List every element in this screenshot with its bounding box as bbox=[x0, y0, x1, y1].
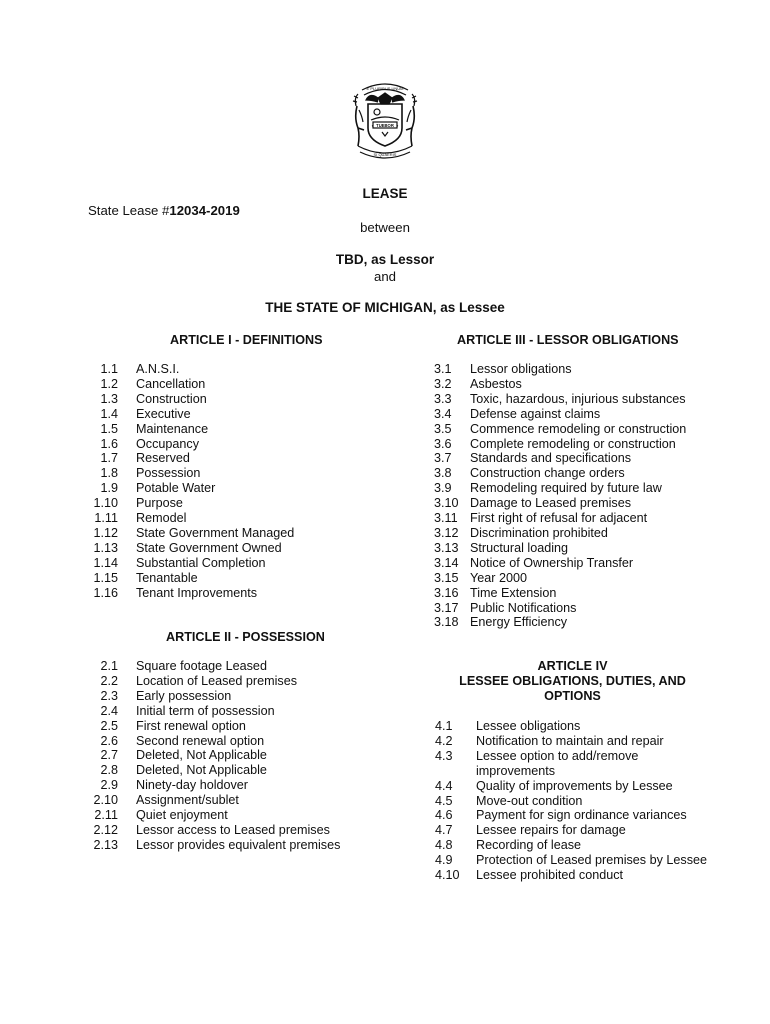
list-item bbox=[435, 794, 716, 809]
list-item bbox=[88, 838, 340, 853]
item-number: 1.16 bbox=[93, 585, 118, 600]
list-item bbox=[434, 571, 686, 586]
list-item bbox=[88, 481, 294, 496]
item-number: 3.16 bbox=[434, 585, 459, 600]
item-text: First right of refusal for adjacent bbox=[470, 511, 648, 526]
list-item bbox=[434, 466, 686, 481]
list-item bbox=[88, 362, 294, 377]
list-item bbox=[88, 451, 294, 466]
list-item bbox=[435, 868, 716, 883]
list-item bbox=[434, 541, 686, 556]
item-text: State Government Owned bbox=[136, 540, 282, 555]
list-item bbox=[88, 496, 294, 511]
list-item bbox=[88, 659, 340, 674]
item-text: Defense against claims bbox=[470, 406, 601, 421]
state-lease-id: 12034-2019 bbox=[169, 203, 240, 218]
item-number: 4.10 bbox=[435, 868, 460, 883]
list-item bbox=[434, 615, 686, 630]
item-number: 1.6 bbox=[100, 436, 118, 451]
item-text: Second renewal option bbox=[136, 733, 265, 748]
item-number: 4.6 bbox=[435, 808, 453, 823]
item-number: 2.4 bbox=[100, 703, 118, 718]
list-item bbox=[88, 392, 294, 407]
item-text: Deleted, Not Applicable bbox=[136, 748, 267, 763]
seal-banner-bottom: SI QUAERIS bbox=[373, 152, 397, 157]
item-number: 3.2 bbox=[434, 376, 452, 391]
item-number: 2.11 bbox=[94, 808, 118, 823]
item-text: Lessee repairs for damage bbox=[476, 823, 626, 838]
item-text: Tenantable bbox=[136, 570, 198, 585]
item-number: 3.1 bbox=[434, 362, 452, 376]
item-number: 2.12 bbox=[93, 822, 118, 837]
item-text: Construction bbox=[136, 391, 207, 406]
item-text: Discrimination prohibited bbox=[470, 525, 608, 540]
item-text: Substantial Completion bbox=[136, 555, 266, 570]
item-number: 1.7 bbox=[100, 451, 118, 466]
list-item bbox=[88, 748, 340, 763]
item-text: Potable Water bbox=[136, 481, 216, 496]
item-number: 3.13 bbox=[434, 540, 459, 555]
list-item bbox=[435, 808, 716, 823]
item-text: Energy Efficiency bbox=[470, 615, 568, 630]
item-number: 1.14 bbox=[93, 555, 118, 570]
item-number: 3.15 bbox=[434, 570, 459, 585]
item-text: Ninety-day holdover bbox=[136, 778, 249, 793]
item-text: Recording of lease bbox=[476, 838, 582, 853]
list-item bbox=[434, 556, 686, 571]
list-item bbox=[88, 377, 294, 392]
item-text: Occupancy bbox=[136, 436, 199, 451]
article-3-heading: ARTICLE III - LESSOR OBLIGATIONS bbox=[457, 333, 679, 347]
list-item bbox=[435, 853, 716, 868]
item-number: 4.8 bbox=[435, 838, 453, 853]
item-text: Lessor provides equivalent premises bbox=[136, 837, 341, 852]
list-item bbox=[434, 511, 686, 526]
list-item bbox=[88, 689, 340, 704]
item-text: Time Extension bbox=[470, 585, 557, 600]
list-item bbox=[435, 719, 716, 734]
item-text: Move-out condition bbox=[476, 793, 583, 808]
item-number: 3.4 bbox=[434, 406, 452, 421]
list-item bbox=[88, 407, 294, 422]
item-number: 4.7 bbox=[435, 823, 453, 838]
item-number: 3.14 bbox=[434, 555, 459, 570]
item-number: 1.11 bbox=[94, 511, 118, 526]
list-item bbox=[435, 734, 716, 749]
list-item bbox=[88, 422, 294, 437]
list-item bbox=[88, 556, 294, 571]
item-number: 3.5 bbox=[434, 421, 452, 436]
item-text: Cancellation bbox=[136, 376, 206, 391]
item-number: 4.9 bbox=[435, 853, 453, 868]
item-text: Remodel bbox=[136, 511, 187, 526]
item-number: 2.9 bbox=[100, 778, 118, 793]
list-item bbox=[434, 586, 686, 601]
item-text: Purpose bbox=[136, 496, 183, 511]
list-item bbox=[435, 779, 716, 794]
and-text: and bbox=[373, 269, 396, 284]
article-2-list bbox=[88, 659, 340, 853]
item-number: 3.9 bbox=[434, 481, 452, 496]
item-text: Payment for sign ordinance variances bbox=[476, 808, 687, 823]
item-text: Lessor obligations bbox=[470, 362, 572, 376]
item-text: Notice of Ownership Transfer bbox=[470, 555, 634, 570]
item-text: Executive bbox=[136, 406, 191, 421]
list-item bbox=[88, 778, 340, 793]
item-text: Protection of Leased premises by Lessee bbox=[476, 853, 708, 868]
list-item bbox=[88, 823, 340, 838]
article-4-heading-line-1: ARTICLE IV bbox=[537, 659, 608, 673]
item-number: 3.8 bbox=[434, 466, 452, 481]
item-text: Tenant Improvements bbox=[136, 585, 258, 600]
item-number: 2.7 bbox=[100, 748, 118, 763]
article-4-heading-line-3: OPTIONS bbox=[544, 688, 601, 703]
item-text: Quality of improvements by Lessee bbox=[476, 778, 673, 793]
list-item bbox=[88, 526, 294, 541]
list-item bbox=[435, 823, 716, 838]
item-number: 3.7 bbox=[434, 451, 452, 466]
list-item bbox=[88, 541, 294, 556]
item-number: 1.1 bbox=[100, 362, 118, 376]
item-number: 3.12 bbox=[434, 525, 459, 540]
list-item bbox=[88, 571, 294, 586]
item-text: Structural loading bbox=[470, 540, 569, 555]
list-item bbox=[88, 793, 340, 808]
list-item bbox=[434, 422, 686, 437]
state-lease-number bbox=[88, 204, 240, 219]
item-text: Lessee prohibited conduct bbox=[476, 868, 624, 883]
item-number: 2.10 bbox=[93, 793, 118, 808]
item-text: Public Notifications bbox=[470, 600, 577, 615]
item-text: Standards and specifications bbox=[470, 451, 632, 466]
item-text: Toxic, hazardous, injurious substances bbox=[470, 391, 686, 406]
item-number: 2.8 bbox=[100, 763, 118, 778]
list-item bbox=[435, 838, 716, 853]
seal-shield-text: TUEBOR bbox=[376, 123, 394, 128]
list-item bbox=[434, 437, 686, 452]
item-text: Construction change orders bbox=[470, 466, 625, 481]
article-1-heading: ARTICLE I - DEFINITIONS bbox=[170, 333, 323, 347]
list-item bbox=[88, 763, 340, 778]
article-4-heading bbox=[440, 659, 705, 704]
item-text: Commence remodeling or construction bbox=[470, 421, 687, 436]
item-number: 1.13 bbox=[93, 540, 118, 555]
list-item bbox=[88, 719, 340, 734]
item-number: 2.13 bbox=[93, 837, 118, 852]
list-item bbox=[88, 511, 294, 526]
article-4-heading-line-2: LESSEE OBLIGATIONS, DUTIES, AND bbox=[459, 673, 686, 688]
item-number: 2.2 bbox=[100, 673, 118, 688]
item-number: 3.11 bbox=[434, 511, 458, 526]
list-item bbox=[434, 392, 686, 407]
lease-title: LEASE bbox=[362, 186, 408, 201]
item-text: Assignment/sublet bbox=[136, 793, 239, 808]
item-text: Lessee option to add/remove improvements bbox=[476, 748, 639, 778]
item-number: 1.8 bbox=[100, 466, 118, 481]
item-text: Asbestos bbox=[470, 376, 522, 391]
item-number: 2.1 bbox=[100, 659, 118, 673]
list-item bbox=[434, 407, 686, 422]
list-item bbox=[434, 496, 686, 511]
item-text: Deleted, Not Applicable bbox=[136, 763, 267, 778]
article-4-list bbox=[435, 719, 716, 883]
seal-banner-top: E PLURIBUS UNUM bbox=[366, 86, 404, 91]
item-number: 3.17 bbox=[434, 600, 459, 615]
item-number: 1.10 bbox=[93, 496, 118, 511]
item-text: Lessee obligations bbox=[476, 719, 581, 733]
lessee-line: THE STATE OF MICHIGAN, as Lessee bbox=[265, 300, 505, 315]
article-2-heading: ARTICLE II - POSSESSION bbox=[166, 630, 325, 644]
item-number: 4.4 bbox=[435, 778, 453, 793]
list-item bbox=[434, 362, 686, 377]
item-text: Complete remodeling or construction bbox=[470, 436, 676, 451]
item-text: Lessor access to Leased premises bbox=[136, 822, 330, 837]
item-number: 4.2 bbox=[435, 733, 453, 748]
item-text: Damage to Leased premises bbox=[470, 496, 632, 511]
item-number: 1.5 bbox=[100, 421, 118, 436]
item-text: Quiet enjoyment bbox=[136, 808, 228, 823]
list-item bbox=[88, 674, 340, 689]
item-number: 2.3 bbox=[100, 688, 118, 703]
item-number: 1.2 bbox=[100, 376, 118, 391]
list-item bbox=[434, 451, 686, 466]
article-3-list bbox=[434, 362, 686, 630]
item-number: 1.12 bbox=[93, 525, 118, 540]
item-text: Year 2000 bbox=[470, 570, 527, 585]
list-item bbox=[434, 377, 686, 392]
item-text: Square footage Leased bbox=[136, 659, 267, 673]
item-text: Early possession bbox=[136, 688, 232, 703]
item-number: 2.5 bbox=[100, 718, 118, 733]
item-text: Reserved bbox=[136, 451, 190, 466]
item-text: Location of Leased premises bbox=[136, 673, 298, 688]
item-text: Maintenance bbox=[136, 421, 209, 436]
item-number: 1.15 bbox=[93, 570, 118, 585]
state-lease-label: State Lease # bbox=[88, 203, 170, 218]
item-text: Notification to maintain and repair bbox=[476, 733, 664, 748]
list-item bbox=[88, 808, 340, 823]
list-item bbox=[88, 586, 294, 601]
item-number: 4.1 bbox=[435, 719, 453, 733]
item-number: 4.3 bbox=[435, 748, 453, 763]
between-text: between bbox=[360, 220, 410, 235]
list-item bbox=[434, 481, 686, 496]
item-text: A.N.S.I. bbox=[136, 362, 180, 376]
list-item bbox=[434, 526, 686, 541]
item-text: First renewal option bbox=[136, 718, 246, 733]
article-1-list bbox=[88, 362, 294, 601]
list-item bbox=[435, 749, 716, 779]
michigan-seal-icon bbox=[348, 76, 422, 162]
item-number: 1.3 bbox=[100, 391, 118, 406]
item-text: Remodeling required by future law bbox=[470, 481, 662, 496]
item-text: Possession bbox=[136, 466, 201, 481]
item-number: 2.6 bbox=[100, 733, 118, 748]
list-item bbox=[88, 704, 340, 719]
item-number: 3.18 bbox=[434, 615, 459, 630]
item-number: 3.6 bbox=[434, 436, 452, 451]
item-number: 1.9 bbox=[100, 481, 118, 496]
item-number: 3.10 bbox=[434, 496, 459, 511]
item-number: 3.3 bbox=[434, 391, 452, 406]
item-number: 1.4 bbox=[100, 406, 118, 421]
lessor-line: TBD, as Lessor bbox=[335, 252, 435, 267]
item-text: State Government Managed bbox=[136, 525, 295, 540]
list-item bbox=[88, 437, 294, 452]
item-number: 4.5 bbox=[435, 793, 453, 808]
item-text: Initial term of possession bbox=[136, 703, 275, 718]
list-item bbox=[88, 466, 294, 481]
list-item bbox=[88, 734, 340, 749]
list-item bbox=[434, 601, 686, 616]
